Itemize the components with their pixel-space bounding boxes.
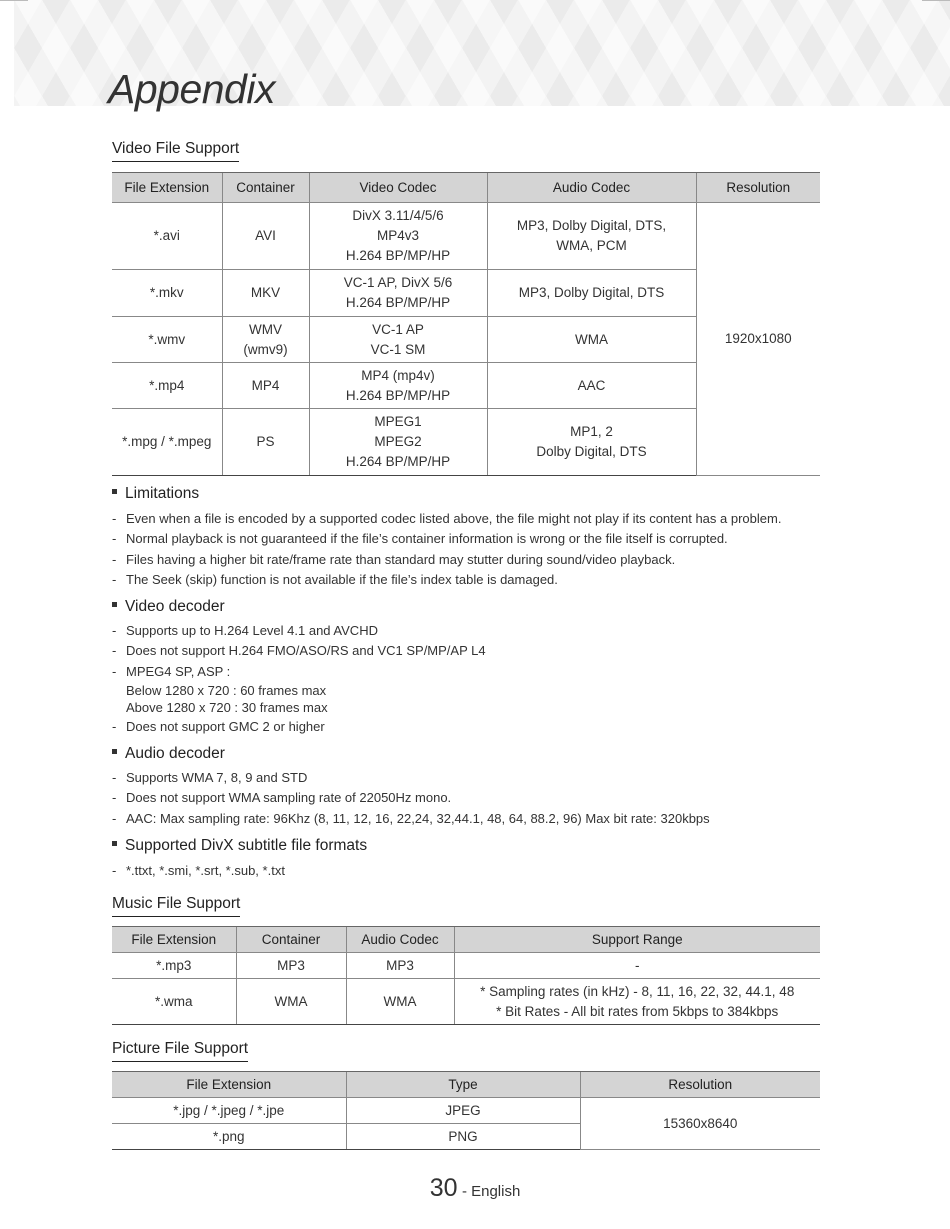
- header-cell: Audio Codec: [487, 173, 696, 203]
- audio-codec-cell: MP3: [346, 953, 454, 979]
- header-cell: Video Codec: [309, 173, 487, 203]
- video-codec-cell: MP4 (mp4v) H.264 BP/MP/HP: [309, 363, 487, 409]
- video-codec-cell: VC-1 AP, DivX 5/6 H.264 BP/MP/HP: [309, 270, 487, 317]
- container-cell: WMV (wmv9): [222, 317, 309, 363]
- page-number: 30: [429, 1174, 458, 1202]
- crop-mark-right: [922, 0, 950, 1]
- ext-cell: *.avi: [112, 203, 222, 270]
- video-codec-cell: VC-1 AP VC-1 SM: [309, 317, 487, 363]
- support-range-cell: * Sampling rates (in kHz) - 8, 11, 16, 22, 32, 44.1, 48 * Bit Rates - All bit rates from 5kbps to 384kbps: [454, 979, 820, 1025]
- audio-codec-cell: MP3, Dolby Digital, DTS: [487, 270, 696, 317]
- list-item: - Files having a higher bit rate/frame rate than standard may stutter during sound/video playback.: [112, 551, 676, 567]
- subtitle-formats-list: [112, 861, 832, 881]
- header-cell: Type: [346, 1072, 580, 1098]
- type-cell: PNG: [346, 1124, 580, 1150]
- video-section-heading: Video File Support: [112, 140, 239, 162]
- audio-codec-cell: MP1, 2 Dolby Digital, DTS: [487, 409, 696, 476]
- header-cell: Container: [222, 173, 309, 203]
- header-cell: Resolution: [696, 173, 820, 203]
- list-item: - Does not support WMA sampling rate of 22050Hz mono.: [112, 790, 452, 806]
- ext-cell: *.png: [112, 1124, 346, 1150]
- list-item: - The Seek (skip) function is not available if the file’s index table is damaged.: [112, 571, 558, 587]
- picture-support-table: [112, 1071, 820, 1150]
- music-support-table: [112, 926, 820, 1025]
- picture-section-heading: Picture File Support: [112, 1040, 248, 1062]
- square-bullet-icon: [112, 602, 117, 607]
- video-codec-cell: MPEG1 MPEG2 H.264 BP/MP/HP: [309, 409, 487, 476]
- container-cell: MP4: [222, 363, 309, 409]
- audio-codec-cell: MP3, Dolby Digital, DTS, WMA, PCM: [487, 203, 696, 270]
- crop-mark-left: [0, 0, 28, 1]
- list-item: - MPEG4 SP, ASP : Below 1280 x 720 : 60 frames max Above 1280 x 720 : 30 frames max: [112, 663, 328, 716]
- header-cell: Support Range: [454, 927, 820, 953]
- list-item: - Even when a file is encoded by a supported codec listed above, the file might not play if its content has a problem.: [112, 511, 782, 526]
- audio-decoder-heading: Audio decoder: [112, 745, 225, 763]
- audio-codec-cell: AAC: [487, 363, 696, 409]
- container-cell: AVI: [222, 203, 309, 270]
- ext-cell: *.jpg / *.jpeg / *.jpe: [112, 1098, 346, 1124]
- video-decoder-heading: Video decoder: [112, 598, 225, 616]
- page-title: Appendix: [108, 66, 275, 112]
- container-cell: MKV: [222, 270, 309, 317]
- list-item: - Does not support GMC 2 or higher: [112, 718, 325, 734]
- type-cell: JPEG: [346, 1098, 580, 1124]
- square-bullet-icon: [112, 489, 117, 494]
- audio-codec-cell: WMA: [487, 317, 696, 363]
- video-support-table: [112, 172, 820, 476]
- page-footer: [0, 1174, 950, 1203]
- table-row: [112, 1098, 820, 1124]
- table-row: [112, 203, 820, 270]
- table-row: [112, 953, 820, 979]
- square-bullet-icon: [112, 749, 117, 754]
- header-cell: Resolution: [580, 1072, 820, 1098]
- header-cell: File Extension: [112, 927, 236, 953]
- header-cell: File Extension: [112, 173, 222, 203]
- list-item: - AAC: Max sampling rate: 96Khz (8, 11, 12, 16, 22,24, 32,44.1, 48, 64, 88.2, 96) Max bit rate: 320kbps: [112, 810, 710, 826]
- container-cell: WMA: [236, 979, 346, 1025]
- ext-cell: *.mpg / *.mpeg: [112, 409, 222, 476]
- page-language: - English: [461, 1183, 521, 1200]
- ext-cell: *.wmv: [112, 317, 222, 363]
- limitations-list: [112, 509, 832, 590]
- ext-cell: *.wma: [112, 979, 236, 1025]
- resolution-cell: 15360x8640: [580, 1098, 820, 1150]
- limitations-heading: Limitations: [112, 485, 199, 503]
- square-bullet-icon: [112, 841, 117, 846]
- music-section-heading: Music File Support: [112, 895, 240, 917]
- video-decoder-list: [112, 621, 832, 737]
- list-item: - Does not support H.264 FMO/ASO/RS and VC1 SP/MP/AP L4: [112, 643, 486, 659]
- header-cell: Container: [236, 927, 346, 953]
- subtitle-formats-heading: Supported DivX subtitle file formats: [112, 837, 367, 855]
- ext-cell: *.mp4: [112, 363, 222, 409]
- list-item: - Supports WMA 7, 8, 9 and STD: [112, 770, 308, 785]
- ext-cell: *.mkv: [112, 270, 222, 317]
- list-item: - *.ttxt, *.smi, *.srt, *.sub, *.txt: [112, 863, 285, 878]
- support-range-cell: -: [454, 953, 820, 979]
- header-cell: Audio Codec: [346, 927, 454, 953]
- audio-decoder-list: [112, 768, 832, 829]
- table-row: [112, 979, 820, 1025]
- container-cell: MP3: [236, 953, 346, 979]
- ext-cell: *.mp3: [112, 953, 236, 979]
- resolution-cell: 1920x1080: [696, 203, 820, 476]
- header-cell: File Extension: [112, 1072, 346, 1098]
- list-item: - Normal playback is not guaranteed if the file’s container information is wrong or the file itself is corrupted.: [112, 531, 728, 547]
- audio-codec-cell: WMA: [346, 979, 454, 1025]
- video-codec-cell: DivX 3.11/4/5/6 MP4v3 H.264 BP/MP/HP: [309, 203, 487, 270]
- list-item: - Supports up to H.264 Level 4.1 and AVCHD: [112, 623, 378, 638]
- container-cell: PS: [222, 409, 309, 476]
